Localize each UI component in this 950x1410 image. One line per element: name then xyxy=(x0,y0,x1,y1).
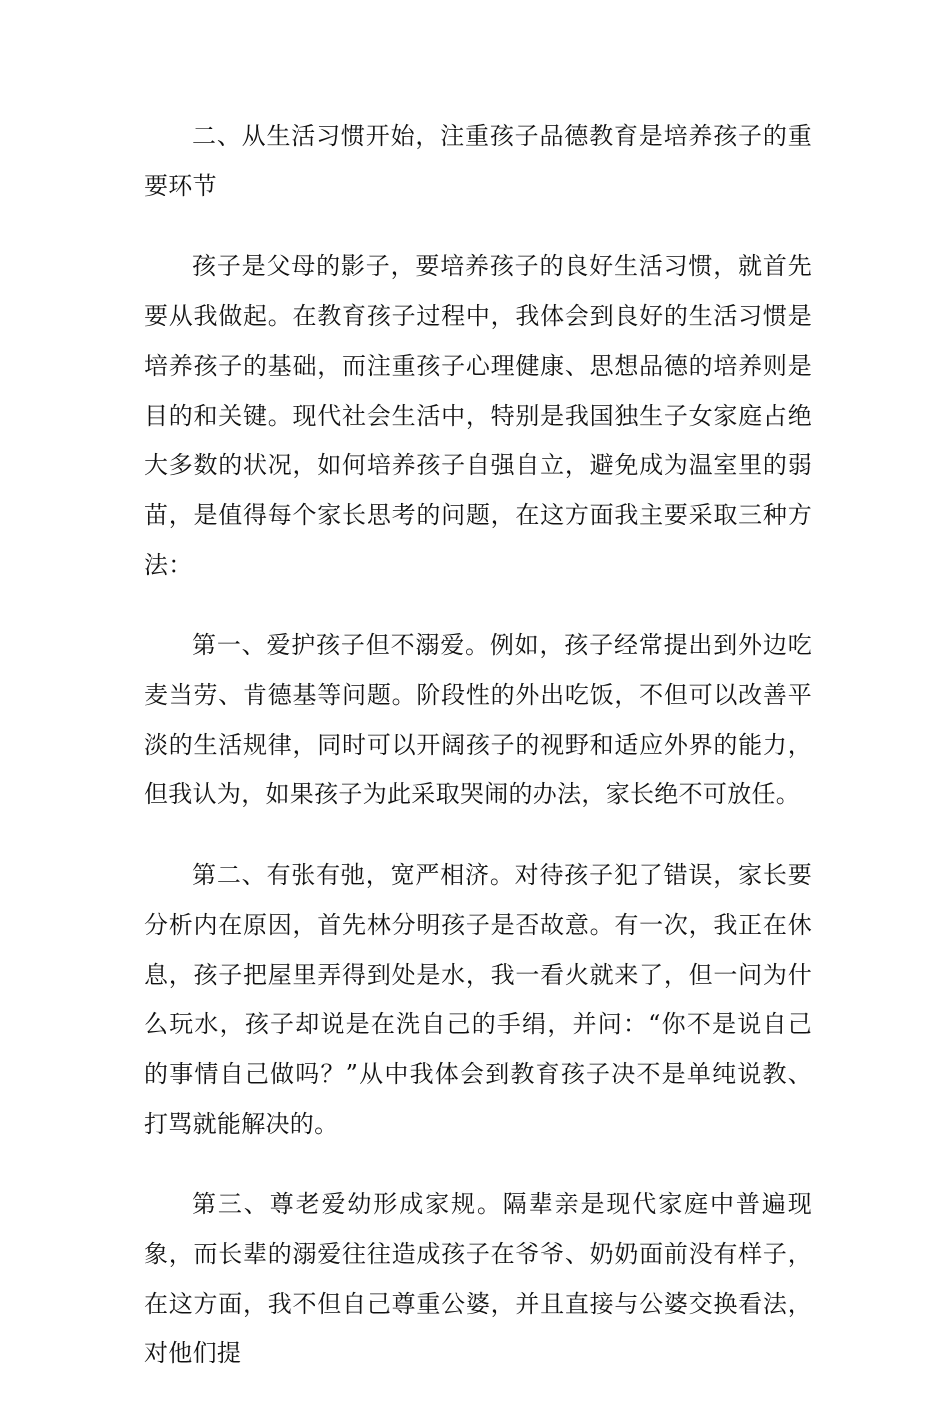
document-body xyxy=(144,112,812,1410)
section-heading: 二、从生活习惯开始，注重孩子品德教育是培养孩子的重要环节 xyxy=(144,122,812,200)
paragraph-method-three: 第三、尊老爱幼形成家规。隔辈亲是现代家庭中普遍现象，而长辈的溺爱往往造成孩子在爷爷、奶奶面前没有样子，在这方面，我不但自己尊重公婆，并且直接与公婆交换看法，对他们提 xyxy=(144,1190,812,1368)
paragraph-method-one: 第一、爱护孩子但不溺爱。例如，孩子经常提出到外边吃麦当劳、肯德基等问题。阶段性的外出吃饭，不但可以改善平淡的生活规律，同时可以开阔孩子的视野和适应外界的能力，但我认为，如果孩子为此采取哭闹的办法，家长绝不可放任。 xyxy=(144,631,812,809)
paragraph-intro: 孩子是父母的影子，要培养孩子的良好生活习惯，就首先要从我做起。在教育孩子过程中，我体会到良好的生活习惯是培养孩子的基础，而注重孩子心理健康、思想品德的培养则是目的和关键。现代社会生活中，特别是我国独生子女家庭占绝大多数的状况，如何培养孩子自强自立，避免成为温室里的弱苗，是值得每个家长思考的问题，在这方面我主要采取三种方法： xyxy=(144,252,812,579)
paragraph-method-two: 第二、有张有弛，宽严相济。对待孩子犯了错误，家长要分析内在原因，首先林分明孩子是否故意。有一次，我正在休息，孩子把屋里弄得到处是水，我一看火就来了，但一问为什么玩水，孩子却说是在洗自己的手绢，并问：“你不是说自己的事情自己做吗？”从中我体会到教育孩子决不是单纯说教、打骂就能解决的。 xyxy=(144,861,812,1138)
